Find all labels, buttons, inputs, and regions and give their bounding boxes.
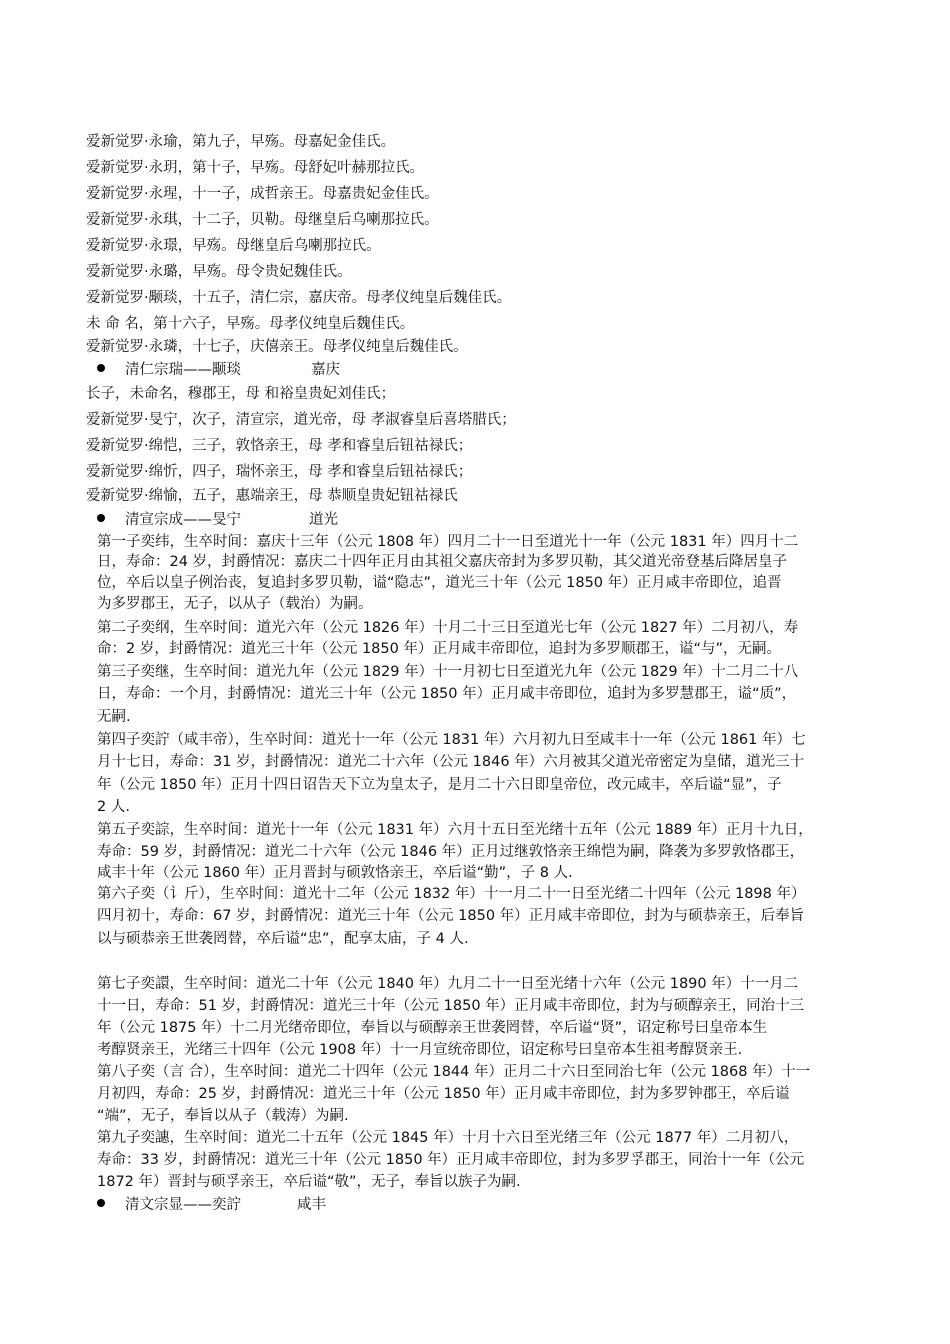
text-line: 第三子奕继，生卒时间：道光九年（公元 1829 年）十一月初七日至道光九年（公元 1829 年）十二月二十八 (97, 664, 799, 680)
text-line: 第七子奕譞，生卒时间：道光二十年（公元 1840 年）九月二十一日至光绪十六年（公元 1890 年）十一月二 (97, 976, 799, 992)
text-line: 第四子奕詝（咸丰帝），生卒时间：道光十一年（公元 1831 年）六月初九日至咸丰十一年（公元 1861 年）七 (97, 732, 806, 748)
text-line: 为多罗郡王，无子，以从子（载治）为嗣。 (97, 596, 373, 612)
section-title: 清仁宗瑞——颙琰 (125, 362, 241, 378)
text-line: 第五子奕誴，生卒时间：道光十一年（公元 1831 年）六月十五日至光绪十五年（公元 1889 年）正月十九日， (97, 822, 813, 838)
text-line: 1872 年）晋封与硕孚亲王，卒后谥“敬”，无子，奉旨以族子为嗣. (97, 1174, 521, 1190)
text-line: 位，卒后以皇子例治丧，复追封多罗贝勒，谥“隐志”，道光三十年（公元 1850 年）正月咸丰帝即位，追晋 (97, 575, 782, 591)
text-line: 咸丰十年（公元 1860 年）正月晋封与硕敦恪亲王，卒后谥“勤”，子 8 人. (97, 865, 573, 881)
text-line: “端”，无子，奉旨以从子（载涛）为嗣. (97, 1108, 349, 1124)
text-line: 爱新觉罗·绵愉，五子，惠端亲王，母 恭顺皇贵妃钮祜禄氏 (86, 488, 458, 504)
text-line: 以与硕恭亲王世袭罔替，卒后谥“忠”，配享太庙，子 4 人. (97, 931, 469, 947)
text-line: 第八子奕（言 合），生卒时间：道光二十四年（公元 1844 年）正月二十六日至同治七年（公元 1868 年）十一 (97, 1064, 811, 1080)
section-era: 道光 (309, 512, 338, 528)
text-line: 爱新觉罗·永玥，第十子，早殇。母舒妃叶赫那拉氏。 (86, 160, 425, 176)
text-line: 爱新觉罗·永璘，十七子，庆僖亲王。母孝仪纯皇后魏佳氏。 (86, 339, 468, 355)
text-line: 第六子奕（讠斤），生卒时间：道光十二年（公元 1832 年）十一月二十一日至光绪二十四年（公元 1898 年） (97, 886, 806, 902)
text-line: 寿命：59 岁，封爵情况：道光二十六年（公元 1846 年）正月过继敦恪亲王绵恺为嗣，降袭为多罗敦恪郡王， (97, 844, 805, 860)
text-line: 爱新觉罗·绵恺，三子，敦恪亲王，母 孝和睿皇后钮祜禄氏； (86, 438, 473, 454)
text-line: 无嗣. (97, 709, 131, 725)
text-line: 考醇贤亲王，光绪三十四年（公元 1908 年）十一月宣统帝即位，诏定称号曰皇帝本生祖考醇贤亲王. (97, 1042, 743, 1058)
text-line: 爱新觉罗·永璐，早殇。母令贵妃魏佳氏。 (86, 264, 352, 280)
text-line: 四月初十，寿命：67 岁，封爵情况：道光三十年（公元 1850 年）正月咸丰帝即位，封为与硕恭亲王，后奉旨 (97, 908, 805, 924)
text-line: 2 人. (97, 799, 130, 815)
text-line: 第九子奕譓，生卒时间：道光二十五年（公元 1845 年）十月十六日至光绪三年（公元 1877 年）二月初八， (97, 1130, 799, 1146)
text-line: 月初四，寿命：25 岁，封爵情况：道光三十年（公元 1850 年）正月咸丰帝即位，封为多罗钟郡王，卒后谥 (97, 1086, 790, 1102)
text-line: 爱新觉罗·永琪，十二子，贝勒。母继皇后乌喇那拉氏。 (86, 212, 439, 228)
text-line: 日，寿命：一个月，封爵情况：道光三十年（公元 1850 年）正月咸丰帝即位，追封为多罗慧郡王，谥“质”， (97, 686, 797, 702)
text-line: 长子，未命名，穆郡王，母 和裕皇贵妃刘佳氏； (86, 386, 396, 402)
text-line: 爱新觉罗·颙琰，十五子，清仁宗，嘉庆帝。母孝仪纯皇后魏佳氏。 (86, 290, 512, 306)
section-era: 咸丰 (297, 1197, 326, 1213)
text-line: 爱新觉罗·绵忻，四子，瑞怀亲王，母 孝和睿皇后钮祜禄氏； (86, 464, 473, 480)
section-heading (97, 510, 338, 530)
bullet-icon (97, 364, 105, 372)
text-line: 月十七日，寿命：31 岁，封爵情况：道光二十六年（公元 1846 年）六月被其父道光帝密定为皇储，道光三十 (97, 754, 805, 770)
text-line: 爱新觉罗·永璟，早殇。母继皇后乌喇那拉氏。 (86, 238, 381, 254)
text-line: 未 命 名，第十六子，早殇。母孝仪纯皇后魏佳氏。 (86, 316, 415, 332)
text-line: 爱新觉罗·旻宁，次子，清宣宗，道光帝，母 孝淑睿皇后喜塔腊氏； (86, 412, 516, 428)
text-line: 年（公元 1850 年）正月十四日诏告天下立为皇太子，是月二十六日即皇帝位，改元咸丰，卒后谥“显”，子 (97, 777, 782, 793)
section-heading (97, 1195, 326, 1215)
text-line: 爱新觉罗·永瑜，第九子，早殇。母嘉妃金佳氏。 (86, 134, 396, 150)
section-title: 清文宗显——奕詝 (125, 1197, 241, 1213)
text-line: 十一日，寿命：51 岁，封爵情况：道光三十年（公元 1850 年）正月咸丰帝即位，封为与硕醇亲王，同治十三 (97, 998, 805, 1014)
text-line: 爱新觉罗·永瑆，十一子，成哲亲王。母嘉贵妃金佳氏。 (86, 186, 439, 202)
text-line: 日，寿命：24 岁，封爵情况：嘉庆二十四年正月由其祖父嘉庆帝封为多罗贝勒，其父道光帝登基后降居皇子 (97, 554, 788, 570)
text-line: 第二子奕纲，生卒时间：道光六年（公元 1826 年）十月二十三日至道光七年（公元 1827 年）二月初八，寿 (97, 620, 799, 636)
text-line: 命：2 岁，封爵情况：道光三十年（公元 1850 年）正月咸丰帝即位，追封为多罗顺郡王，谥“与”，无嗣。 (97, 641, 781, 657)
bullet-icon (97, 1199, 105, 1207)
section-heading (97, 360, 340, 380)
text-line: 第一子奕纬，生卒时间：嘉庆十三年（公元 1808 年）四月二十一日至道光十一年（公元 1831 年）四月十二 (97, 534, 799, 550)
section-title: 清宣宗成——旻宁 (125, 512, 241, 528)
section-era: 嘉庆 (311, 362, 340, 378)
bullet-icon (97, 514, 105, 522)
text-line: 年（公元 1875 年）十二月光绪帝即位，奉旨以与硕醇亲王世袭罔替，卒后谥“贤”，诏定称号曰皇帝本生 (97, 1020, 768, 1036)
text-line: 寿命：33 岁，封爵情况：道光三十年（公元 1850 年）正月咸丰帝即位，封为多罗孚郡王，同治十一年（公元 (97, 1152, 805, 1168)
